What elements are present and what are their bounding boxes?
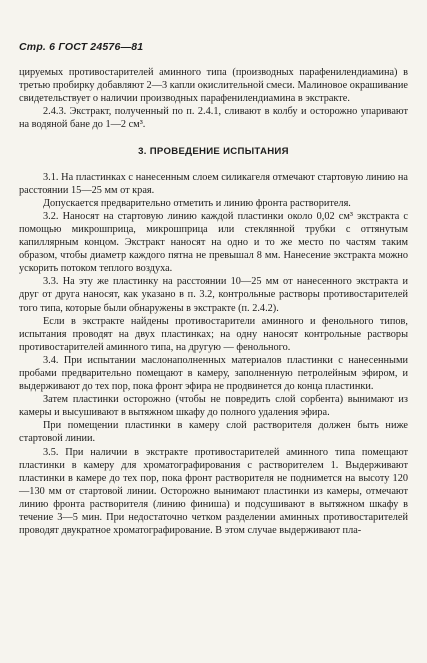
section-title: 3. ПРОВЕДЕНИЕ ИСПЫТАНИЯ: [138, 146, 289, 158]
paragraph: Допускается предварительно отметить и линию фронта растворителя.: [43, 197, 351, 209]
paragraph: 3.4. При испытании маслонаполненных материалов пластинки с нанесенными пробами предварительно помещают в камеру, заполненную петролейным эфиром, и выдерживают до тех пор, пока фронт эфира не продвинется до конца пластинки.: [19, 354, 408, 393]
document-body: [19, 66, 408, 537]
paragraph: 3.5. При наличии в экстракте противостарителей аминного типа помещают пластинки в камеру для хроматографирования с растворителем 1. Выдерживают пластинки в камере до тех пор, пока фронт растворителя не поднимется на высоту 120—130 мм от стартовой линии. Осторожно вынимают пластинки из камеры, отмечают линию фронта растворителя (линию финиша) и подсушивают в вытяжном шкафу в течение 3—5 мин. При недостаточно четком разделении аминных противостарителей проводят двукратное хроматографирование. В этом случае выдерживают пла-: [19, 446, 408, 537]
paragraph: 3.1. На пластинках с нанесенным слоем силикагеля отмечают стартовую линию на расстоянии 15—25 мм от края.: [19, 171, 408, 196]
paragraph: 3.3. На эту же пластинку на расстоянии 10—25 мм от нанесенного экстракта и друг от друга наносят, как указано в п. 3.2, контрольные растворы противостарителей того типа, которые были обнаружены в экстракте (п. 2.4.2).: [19, 276, 408, 314]
paragraph: 3.2. Наносят на стартовую линию каждой пластинки около 0,02 см³ экстракта с помощью микрошприца, микрошприца или стеклянной трубки с оттянутым капиллярным концом. Экстракт наносят на одно и то же место по частям таким образом, чтобы диаметр каждого пятна не превышал 8 мм. Нанесение экстракта можно ускорить потоком теплого воздуха.: [19, 210, 408, 275]
paragraph: цируемых противостарителей аминного типа (производных парафенилендиамина) в третью пробирку добавляют 2—3 капли окислительной смеси. Малиновое окрашивание свидетельствует о наличии производных парафенилендиамина в экстракте.: [19, 67, 408, 105]
paragraph: 2.4.3. Экстракт, полученный по п. 2.4.1, сливают в колбу и осторожно упаривают на водяной бане до 1—2 см³.: [19, 106, 408, 131]
paragraph: При помещении пластинки в камеру слой растворителя должен быть ниже стартовой линии.: [19, 420, 408, 445]
page-header: Стр. 6 ГОСТ 24576—81: [19, 41, 144, 53]
paragraph: Если в экстракте найдены противостарители аминного и фенольного типов, испытания проводят на двух пластинках; на одну наносят контрольные растворы противостарителей аминного типа, на другую — фенольного.: [19, 315, 408, 353]
paragraph: Затем пластинки осторожно (чтобы не повредить слой сорбента) вынимают из камеры и высушивают в вытяжном шкафу до полного удаления эфира.: [19, 394, 408, 419]
